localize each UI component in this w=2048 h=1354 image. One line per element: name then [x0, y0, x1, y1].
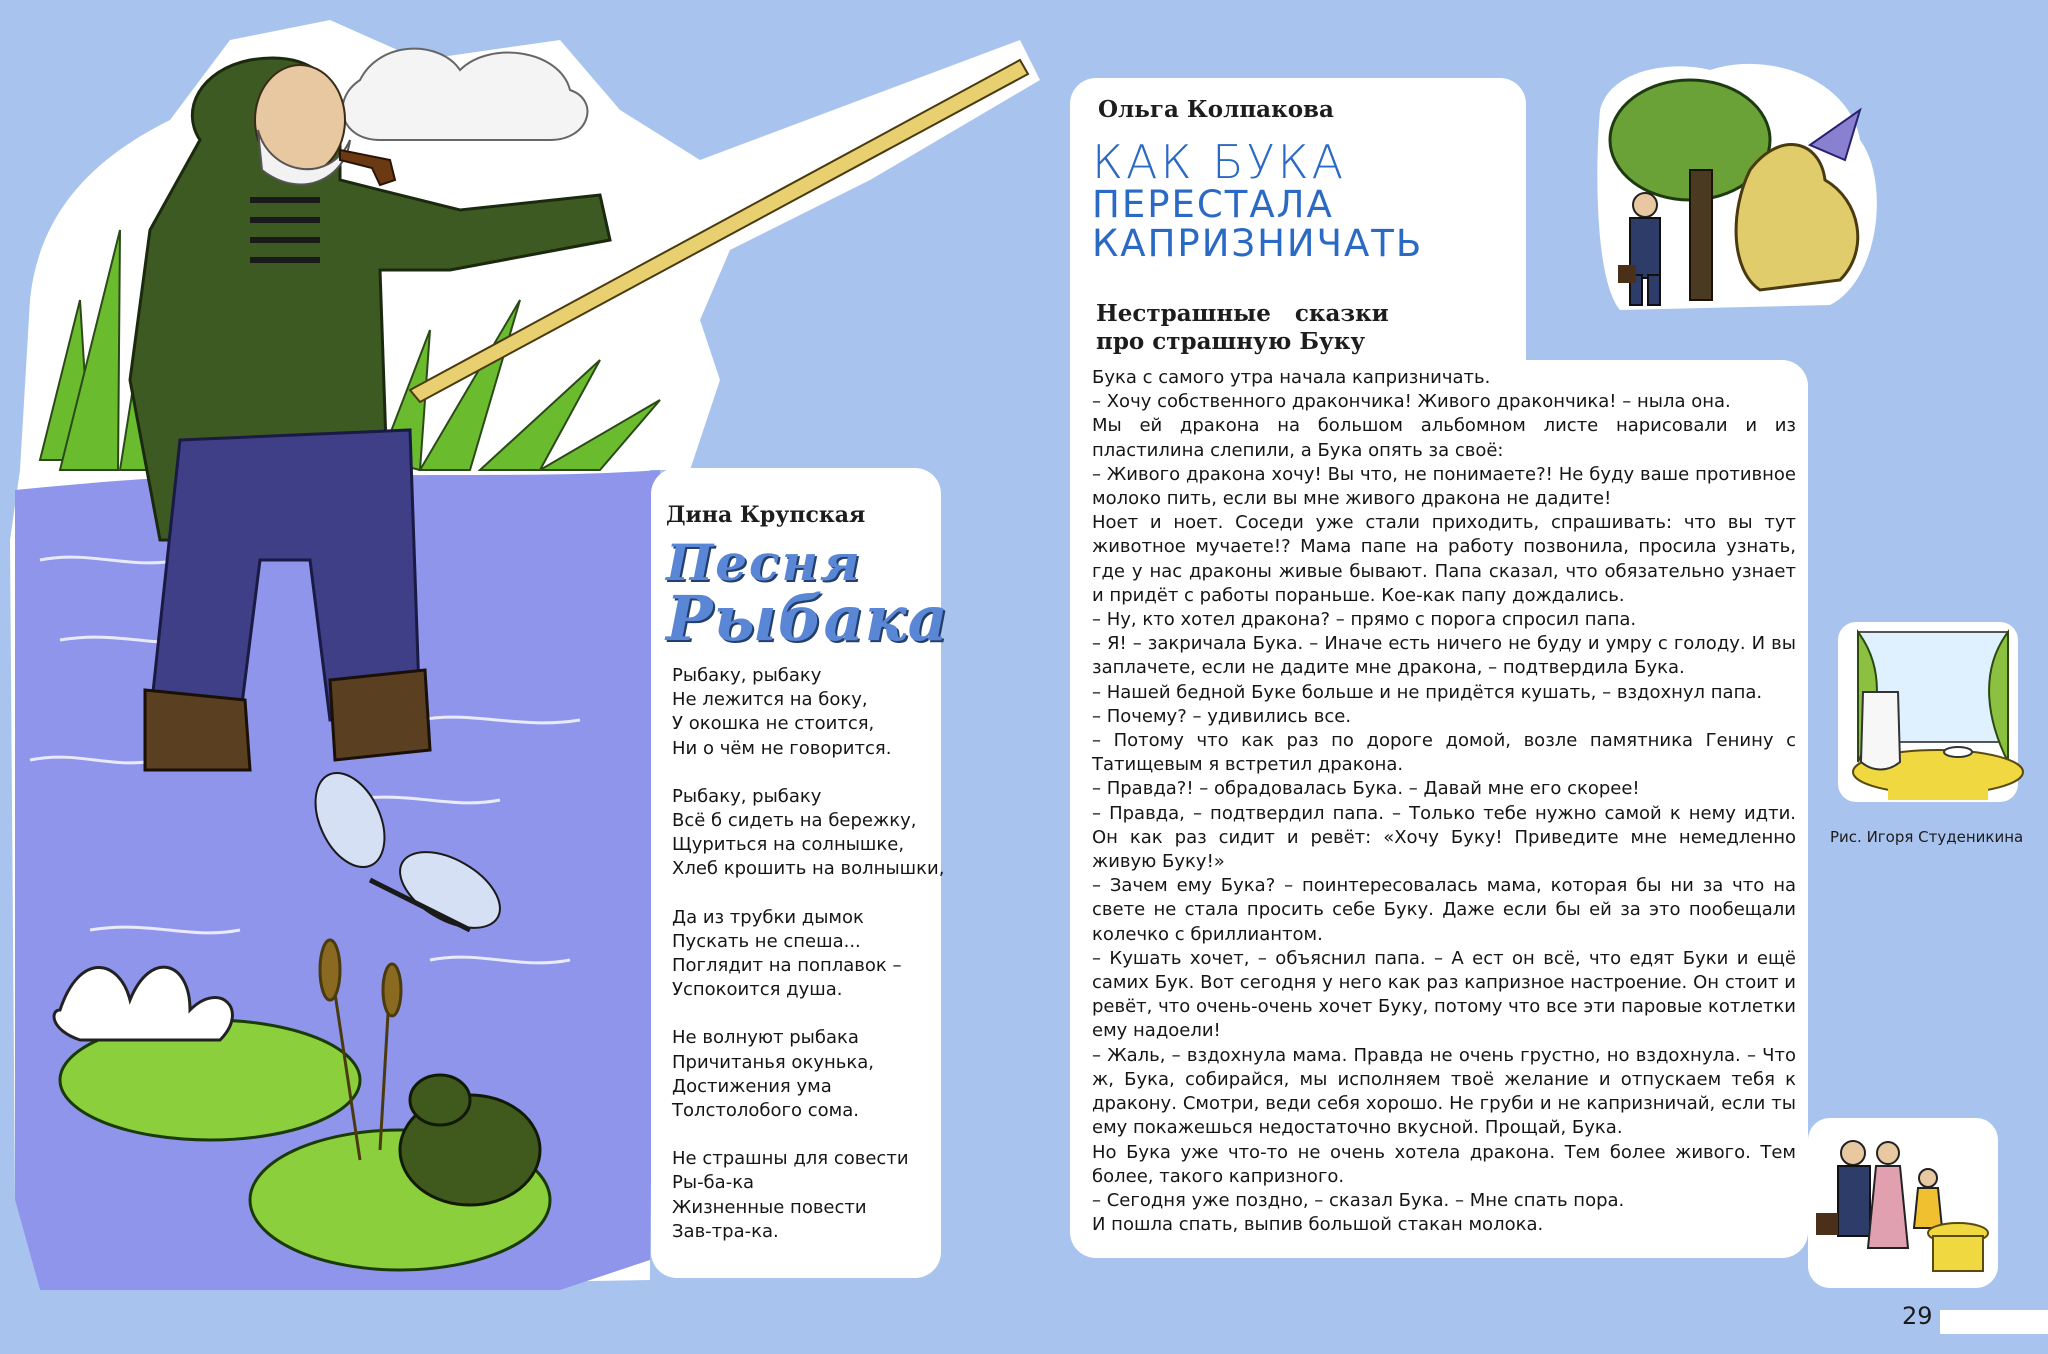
story-paragraph: Но Бука уже что-то не очень хотела дракона. Тем более живого. Тем более, такого капризного. [1092, 1141, 1796, 1187]
story-paragraph: – Нашей бедной Буке больше и не придётся кушать, – вздохнул папа. [1092, 681, 1763, 703]
poem-line: Пускать не спеша... [672, 930, 861, 952]
story-paragraph: – Кушать хочет, – объяснил папа. – А ест он всё, что едят Буки и ещё самих Бук. Вот сегодня у него как раз капризное настроение. Он стоит и ревёт, что очень-очень хочет Буку, потому что все эти паровые котлетки ему надоели! [1092, 947, 1796, 1042]
story-subtitle-line2: про страшную Буку [1096, 328, 1366, 355]
poem-line: Ры-ба-ка [672, 1172, 755, 1194]
poem-line: Да из трубки дымок [672, 906, 864, 928]
poem-line: Жизненные повести [672, 1196, 867, 1218]
story-paragraph: – Я! – закричала Бука. – Иначе есть ничего не буду и умру с голоду. И вы заплачете, если не дадите мне дракона, – подтвердила Бука. [1092, 633, 1796, 679]
story-author: Ольга Колпакова [1098, 96, 1334, 123]
poem-title [666, 533, 956, 655]
story-subtitle [1096, 300, 1436, 356]
story-title [1092, 135, 1522, 266]
story-title-line2: ПЕРЕСТАЛА [1092, 183, 1334, 227]
poem-text [672, 664, 945, 1268]
page-number: 29 [1902, 1302, 1933, 1330]
story-paragraph: Ноет и ноет. Соседи уже стали приходить, спрашивать: что вы тут животное мучаете!? Мама папе на работу позвонила, просила узнать, где у нас драконы живые бывают. Папа сказал, что обязательно узнает и придёт с работы пораньше. Кое-как папу дождались. [1092, 512, 1796, 606]
window-table-illustration [1828, 622, 2028, 802]
story-paragraph: – Живого дракона хочу! Вы что, не понимаете?! Не буду ваше противное молоко пить, если вы мне живого дракона не дадите! [1092, 463, 1796, 510]
story-title-line1: КАК БУКА [1092, 135, 1347, 189]
poem-line: Рыбаку, рыбаку [672, 665, 822, 686]
poem-line: Всё б сидеть на бережку, [672, 810, 917, 832]
poem-stanza [672, 1147, 942, 1244]
poem-line: Щуриться на солнышке, [672, 834, 905, 856]
story-paragraph: И пошла спать, выпив большой стакан молока. [1092, 1214, 1544, 1236]
story-title-line3: КАПРИЗНИЧАТЬ [1092, 222, 1424, 266]
poem-line: Толстолобого сома. [672, 1100, 859, 1122]
dragon-illustration [1590, 50, 1890, 320]
poem-line: Рыбаку, рыбаку [672, 785, 822, 807]
story-paragraph: – Зачем ему Бука? – поинтересовалась мама, которая бы ни за что на свете не стала просить себе Буку. Даже если бы ей за это пообещали колечко с бриллиантом. [1092, 875, 1796, 945]
story-paragraph: Мы ей дракона на большом альбомном листе нарисовали и из пластилина слепили, а Бука опять за своё: [1092, 415, 1796, 461]
poem-author: Дина Крупская [666, 502, 866, 528]
poem-title-line2: Рыбака [666, 582, 949, 655]
story-paragraph: – Хочу собственного дракончика! Живого дракончика! – ныла она. [1092, 391, 1731, 413]
poem-stanza [672, 785, 945, 882]
poem-line: Поглядит на поплавок – [672, 955, 902, 977]
story-paragraph: – Сегодня уже поздно, – сказал Бука. – Мне спать пора. [1092, 1189, 1625, 1211]
illustration-credit: Рис. Игоря Студеникина [1830, 828, 2024, 846]
story-paragraph: – Правда?! – обрадовалась Бука. – Давай мне его скорее! [1092, 778, 1640, 800]
story-paragraph: – Жаль, – вздохнула мама. Правда не очень грустно, но вздохнула. – Что ж, Бука, собирайся, мы исполняем твоё желание и отпускаем тебя к дракону. Смотри, веди себя хорошо. Не груби и не капризничай, если ты ему покажешься недостаточно вкусной. Прощай, Бука. [1092, 1044, 1796, 1139]
story-subtitle-line1: Нестрашные сказки [1096, 300, 1389, 327]
poem-title-line1: Песня [666, 533, 862, 592]
poem-stanza [672, 664, 942, 761]
poem-line: Не волнуют рыбака [672, 1027, 859, 1049]
story-paragraph: – Потому что как раз по дороге домой, возле памятника Генину с Татищевым я встретил дракона. [1092, 730, 1796, 776]
poem-line: Зав-тра-ка. [672, 1220, 779, 1242]
poem-line: Не страшны для совести [672, 1148, 909, 1170]
poem-line: Не лежится на боку, [672, 689, 868, 711]
story-paragraph: – Правда, – подтвердил папа. – Только тебе нужно самой к нему идти. Он как раз сидит и ревёт: «Хочу Буку! Приведите мне немедленно живую Буку!» [1092, 802, 1796, 873]
story-paragraph: Бука с самого утра начала капризничать. [1092, 367, 1491, 388]
poem-line: У окошка не стоится, [672, 713, 875, 735]
poem-line: Успокоится душа. [672, 979, 843, 1001]
story-paragraph: – Ну, кто хотел дракона? – прямо с порога спросил папа. [1092, 609, 1637, 631]
poem-line: Причитанья окунька, [672, 1051, 874, 1073]
poem-line: Хлеб крошить на волнышки, [672, 858, 945, 880]
story-paragraph: – Почему? – удивились все. [1092, 705, 1352, 727]
story-body [1092, 366, 1796, 1237]
poem-stanza [672, 906, 942, 1003]
poem-line: Достижения ума [672, 1075, 832, 1097]
page-tab [1940, 1310, 2048, 1334]
poem-line: Ни о чём не говорится. [672, 737, 892, 759]
family-illustration [1808, 1118, 1998, 1298]
poem-stanza [672, 1026, 942, 1123]
